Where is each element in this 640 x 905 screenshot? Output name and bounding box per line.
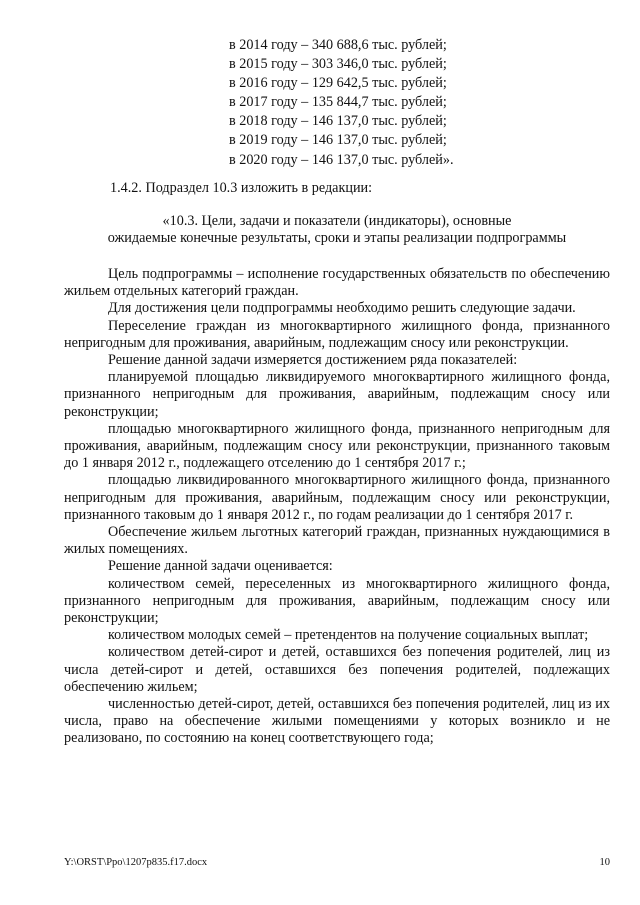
- paragraph-indicator-orphans-count: численностью детей-сирот, детей, оставшихся без попечения родителей, лиц из их числа, право на обеспечение жилыми помещениями у которых возникло и не реализовано, по состоянию на конец соответствующего года;: [64, 696, 610, 747]
- section-heading-line-2: ожидаемые конечные результаты, сроки и этапы реализации подпрограммы: [107, 230, 567, 247]
- paragraph-indicators-intro: Решение данной задачи измеряется достижением ряда показателей:: [108, 352, 518, 369]
- amendment-note: 1.4.2. Подраздел 10.3 изложить в редакции:: [110, 180, 373, 196]
- paragraph-indicator-area-before-2012: площадью многоквартирного жилищного фонда, признанного непригодным для проживания, аварийным, подлежащим сносу или реконструкции, признанного таковым до 1 января 2012 г., подлежащего отселению до 1 сентября 2017 г.;: [64, 420, 610, 472]
- paragraph-evaluation-intro: Решение данной задачи оценивается:: [108, 558, 333, 575]
- funding-line-2017: в 2017 году – 135 844,7 тыс. рублей;: [229, 94, 447, 111]
- paragraph-goal: Цель подпрограммы – исполнение государственных обязательств по обеспечению жильем отдельных категорий граждан.: [64, 266, 610, 300]
- funding-line-2018: в 2018 году – 146 137,0 тыс. рублей;: [229, 113, 447, 130]
- funding-line-2014: в 2014 году – 340 688,6 тыс. рублей;: [229, 37, 447, 53]
- section-heading: [64, 213, 610, 247]
- section-heading-line-1: «10.3. Цели, задачи и показатели (индикаторы), основные: [162, 213, 512, 229]
- paragraph-task-resettlement: Переселение граждан из многоквартирного жилищного фонда, признанного непригодным для проживания, аварийным, подлежащим сносу или реконструкции.: [64, 317, 610, 351]
- paragraph-indicator-planned-area: планируемой площадью ликвидируемого многоквартирного жилищного фонда, признанного непригодным для проживания, аварийным, подлежащим сносу или реконструкции;: [64, 369, 610, 420]
- paragraph-task-housing-benefits: Обеспечение жильем льготных категорий граждан, признанных нуждающимися в жилых помещениях.: [64, 524, 610, 558]
- paragraph-indicator-young-families: количеством молодых семей – претендентов на получение социальных выплат;: [108, 627, 589, 644]
- paragraph-tasks-intro: Для достижения цели подпрограммы необходимо решить следующие задачи.: [108, 300, 576, 317]
- funding-line-2015: в 2015 году – 303 346,0 тыс. рублей;: [229, 56, 447, 73]
- section-body: [64, 266, 610, 748]
- funding-by-year-list: [229, 36, 454, 170]
- funding-line-2016: в 2016 году – 129 642,5 тыс. рублей;: [229, 75, 447, 92]
- paragraph-indicator-families-resettled: количеством семей, переселенных из многоквартирного жилищного фонда, признанного непригодным для проживания, аварийным, подлежащим сносу или реконструкции;: [64, 575, 610, 627]
- paragraph-indicator-orphans: количеством детей-сирот и детей, оставшихся без попечения родителей, лиц из числа детей-сирот и детей, оставшихся без попечения родителей, подлежащих обеспечению жильем;: [64, 644, 610, 695]
- funding-line-2020: в 2020 году – 146 137,0 тыс. рублей».: [229, 151, 454, 168]
- paragraph-indicator-liquidated-area: площадью ликвидированного многоквартирного жилищного фонда, признанного непригодным для проживания, аварийным, подлежащим сносу или реконструкции, признанного таковым до 1 января 2012 г., по годам реализации до 1 сентября 2017 г.: [64, 472, 610, 523]
- footer-file-path: Y:\ORST\Ppo\1207p835.f17.docx: [64, 857, 208, 868]
- funding-line-2019: в 2019 году – 146 137,0 тыс. рублей;: [229, 132, 447, 149]
- page-number: 10: [599, 857, 610, 868]
